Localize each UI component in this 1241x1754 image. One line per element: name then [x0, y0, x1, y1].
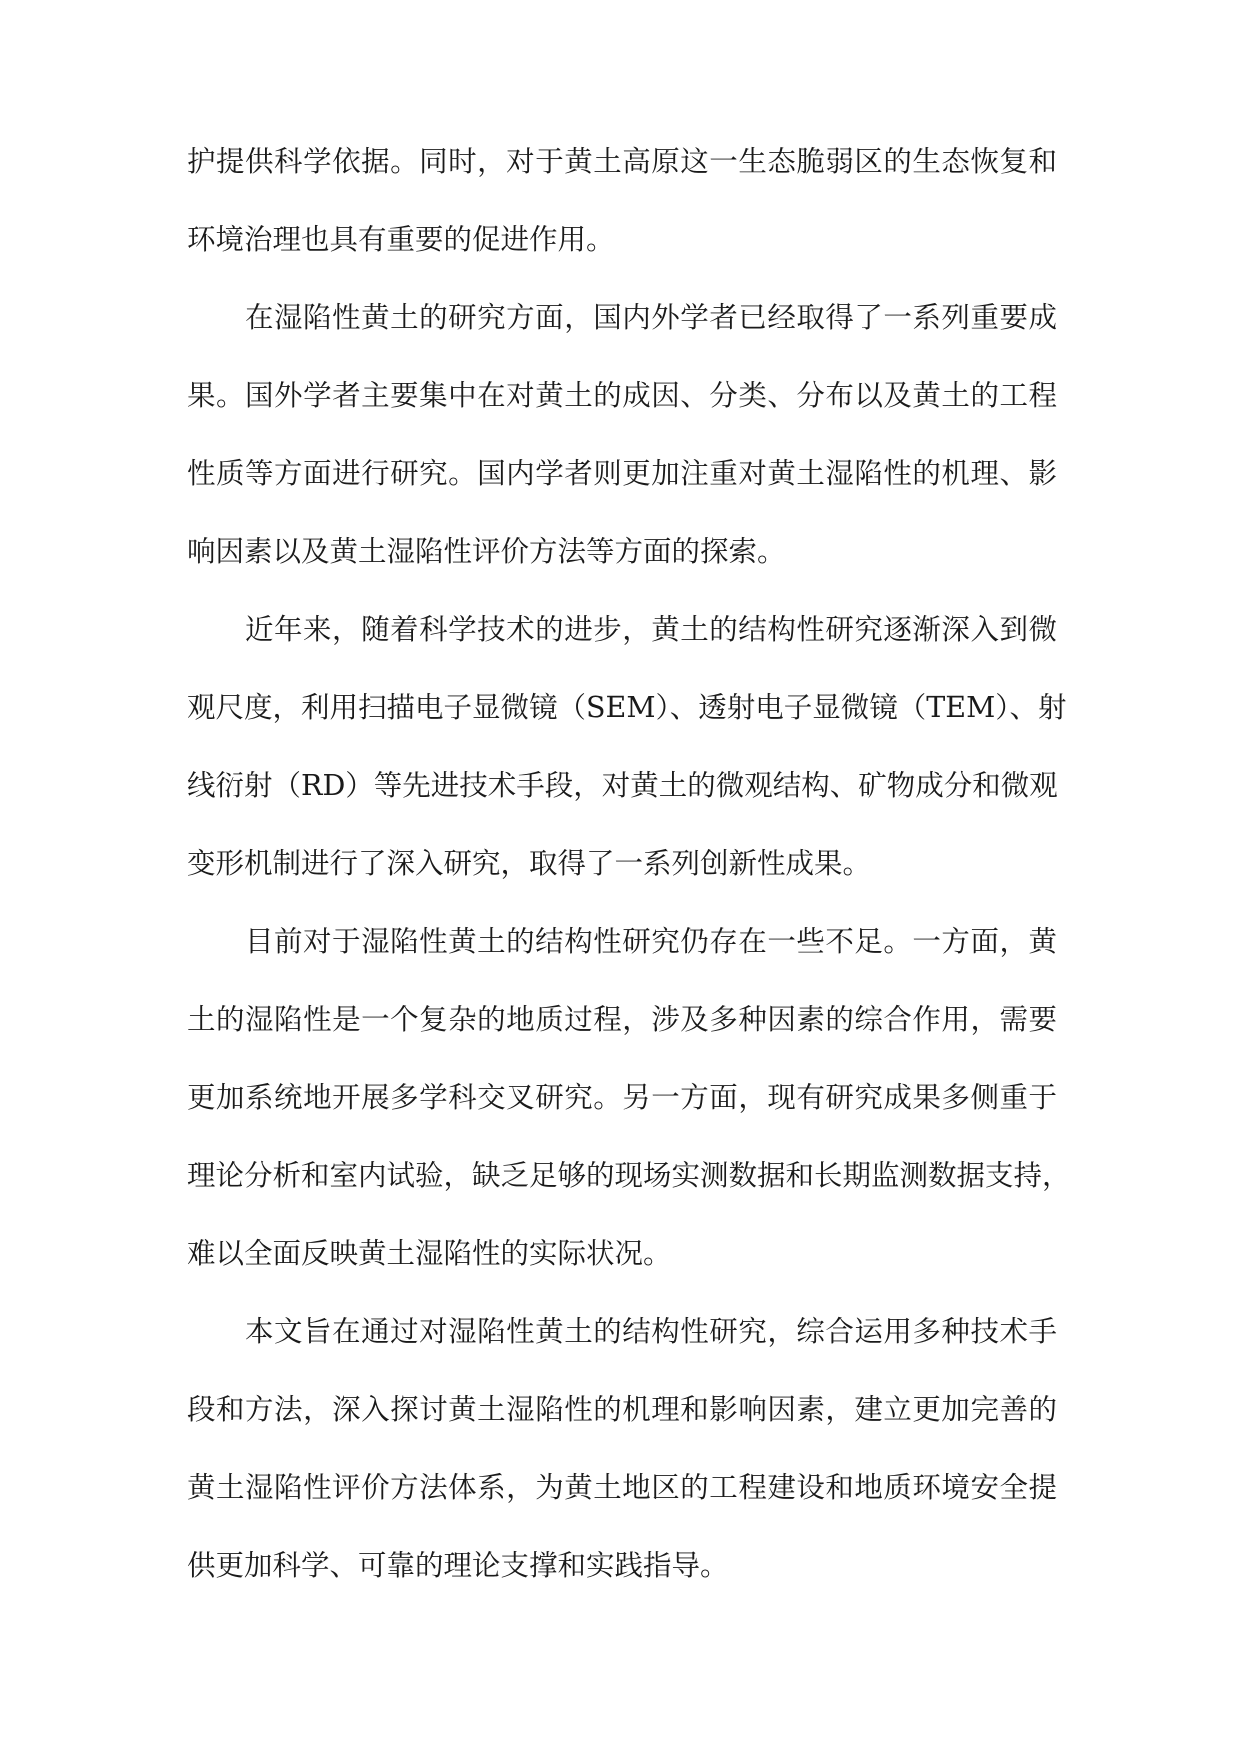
- text-line: 在湿陷性黄土的研究方面，国内外学者已经取得了一系列重要成: [245, 301, 1057, 334]
- text-line: 段和方法，深入探讨黄土湿陷性的机理和影响因素，建立更加完善的: [187, 1393, 1057, 1426]
- text-line: 响因素以及黄土湿陷性评价方法等方面的探索。: [187, 535, 786, 568]
- text-line: 难以全面反映黄土湿陷性的实际状况。: [187, 1237, 672, 1270]
- text-line: 环境治理也具有重要的促进作用。: [187, 223, 615, 256]
- text-line: 理论分析和室内试验，缺乏足够的现场实测数据和长期监测数据支持，: [187, 1159, 1071, 1192]
- text-line: 观尺度，利用扫描电子显微镜（SEM）、透射电子显微镜（TEM）、射: [187, 691, 1067, 724]
- text-line: 更加系统地开展多学科交叉研究。另一方面，现有研究成果多侧重于: [187, 1081, 1057, 1114]
- text-line: 黄土湿陷性评价方法体系，为黄土地区的工程建设和地质环境安全提: [187, 1471, 1057, 1504]
- document-body: [187, 142, 1071, 1624]
- text-line: 近年来，随着科学技术的进步，黄土的结构性研究逐渐深入到微: [245, 613, 1057, 646]
- text-line: 目前对于湿陷性黄土的结构性研究仍存在一些不足。一方面，黄: [245, 925, 1057, 958]
- text-line: 性质等方面进行研究。国内学者则更加注重对黄土湿陷性的机理、影: [187, 457, 1057, 490]
- text-line: 变形机制进行了深入研究，取得了一系列创新性成果。: [187, 847, 872, 880]
- text-line: 土的湿陷性是一个复杂的地质过程，涉及多种因素的综合作用，需要: [187, 1003, 1057, 1036]
- text-line: 果。国外学者主要集中在对黄土的成因、分类、分布以及黄土的工程: [187, 379, 1057, 412]
- text-line: 供更加科学、可靠的理论支撑和实践指导。: [187, 1549, 729, 1582]
- text-line: 护提供科学依据。同时，对于黄土高原这一生态脆弱区的生态恢复和: [187, 145, 1057, 178]
- text-line: 线衍射（RD）等先进技术手段，对黄土的微观结构、矿物成分和微观: [187, 769, 1058, 802]
- text-line: 本文旨在通过对湿陷性黄土的结构性研究，综合运用多种技术手: [245, 1315, 1057, 1348]
